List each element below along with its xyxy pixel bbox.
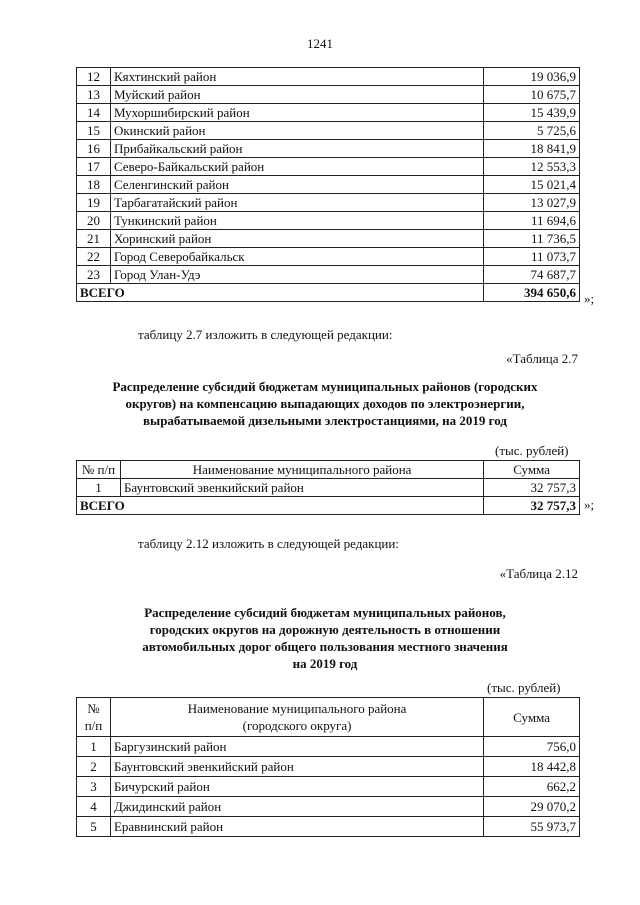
table-row [77,266,580,284]
row-name: Мухоршибирский район [110,104,483,122]
row-sum: 55 973,7 [484,817,580,837]
row-sum: 74 687,7 [484,266,580,284]
header-name: Наименование муниципального района [120,461,483,479]
row-number: 16 [77,140,111,158]
paragraph-table-2-12: таблицу 2.12 изложить в следующей редакции: [138,536,399,551]
table-row [77,176,580,194]
total-label: ВСЕГО [77,497,484,515]
total-label: ВСЕГО [77,284,484,302]
total-sum: 394 650,6 [484,284,580,302]
header-name-line: (городского округа) [242,718,352,733]
table-2-7-title [70,378,580,429]
table-2-7 [76,460,580,515]
total-sum: 32 757,3 [484,497,580,515]
title-line: округов) на компенсацию выпадающих доходов по электроэнергии, [125,396,525,411]
title-line: городских округов на дорожную деятельность в отношении [149,622,501,637]
table-body [77,737,580,837]
table-2-12-title [70,604,580,672]
row-number: 13 [77,86,111,104]
row-number: 15 [77,122,111,140]
table-row [77,158,580,176]
row-number: 5 [77,817,111,837]
table-row [77,212,580,230]
row-sum: 13 027,9 [484,194,580,212]
row-sum: 11 694,6 [484,212,580,230]
header-name-line: Наименование муниципального района [187,701,407,716]
row-number: 21 [77,230,111,248]
row-name: Кяхтинский район [110,68,483,86]
row-number: 1 [77,737,111,757]
table-row [77,68,580,86]
table-row [77,797,580,817]
header-sum: Сумма [484,698,580,737]
header-number: № п/п [77,461,121,479]
row-name: Город Улан-Удэ [110,266,483,284]
row-sum: 11 073,7 [484,248,580,266]
row-sum: 10 675,7 [484,86,580,104]
row-number: 19 [77,194,111,212]
closing-quote-suffix: »; [584,497,595,512]
title-line: Распределение субсидий бюджетам муниципальных районов, [144,605,506,620]
table-header-row [77,698,580,737]
total-row [77,284,580,302]
row-name: Город Северобайкальск [110,248,483,266]
title-line: на 2019 год [292,656,358,671]
table-row [77,737,580,757]
row-name: Тункинский район [110,212,483,230]
row-name: Окинский район [110,122,483,140]
row-sum: 15 021,4 [484,176,580,194]
table-row [77,194,580,212]
table-2-12-caption: «Таблица 2.12 [499,566,578,581]
row-sum: 29 070,2 [484,797,580,817]
row-name: Прибайкальский район [110,140,483,158]
table-2-12 [76,697,580,837]
row-sum: 18 841,9 [484,140,580,158]
row-number: 3 [77,777,111,797]
row-sum: 756,0 [484,737,580,757]
row-sum: 32 757,3 [484,479,580,497]
row-number: 4 [77,797,111,817]
row-sum: 15 439,9 [484,104,580,122]
row-name: Северо-Байкальский район [110,158,483,176]
row-name: Тарбагатайский район [110,194,483,212]
table-2-7-unit: (тыс. рублей) [495,443,569,458]
row-sum: 18 442,8 [484,757,580,777]
closing-quote-suffix: »; [584,291,595,306]
row-name: Баунтовский эвенкийский район [120,479,483,497]
table-row [77,479,580,497]
header-number-line: п/п [84,718,103,733]
header-number-line: № [87,701,100,716]
row-number: 22 [77,248,111,266]
table-2-7-caption: «Таблица 2.7 [506,351,578,366]
row-name: Баргузинский район [110,737,483,757]
row-name: Хоринский район [110,230,483,248]
row-name: Джидинский район [110,797,483,817]
row-sum: 11 736,5 [484,230,580,248]
row-number: 18 [77,176,111,194]
row-number: 1 [77,479,121,497]
header-sum: Сумма [484,461,580,479]
table-row [77,248,580,266]
row-number: 12 [77,68,111,86]
row-sum: 5 725,6 [484,122,580,140]
table-row [77,122,580,140]
row-name: Бичурский район [110,777,483,797]
title-line: вырабатываемой дизельными электростанциями, на 2019 год [143,413,507,428]
total-row [77,497,580,515]
row-number: 23 [77,266,111,284]
table-2-12-unit: (тыс. рублей) [487,680,561,695]
header-name [110,698,483,737]
row-number: 17 [77,158,111,176]
table-row [77,777,580,797]
table-row [77,757,580,777]
row-name: Еравнинский район [110,817,483,837]
table-row [77,817,580,837]
table-body [77,68,580,284]
table-row [77,104,580,122]
title-line: Распределение субсидий бюджетам муниципальных районов (городских [112,379,538,394]
row-sum: 662,2 [484,777,580,797]
row-number: 14 [77,104,111,122]
row-number: 2 [77,757,111,777]
row-sum: 12 553,3 [484,158,580,176]
table-row [77,140,580,158]
table-header-row [77,461,580,479]
row-sum: 19 036,9 [484,68,580,86]
header-number [77,698,111,737]
table-row [77,86,580,104]
row-name: Баунтовский эвенкийский район [110,757,483,777]
page-number: 1241 [307,36,333,51]
row-name: Муйский район [110,86,483,104]
table-row [77,230,580,248]
subsidy-table-continued [76,67,580,302]
title-line: автомобильных дорог общего пользования местного значения [142,639,508,654]
row-name: Селенгинский район [110,176,483,194]
paragraph-table-2-7: таблицу 2.7 изложить в следующей редакции: [138,327,393,342]
row-number: 20 [77,212,111,230]
